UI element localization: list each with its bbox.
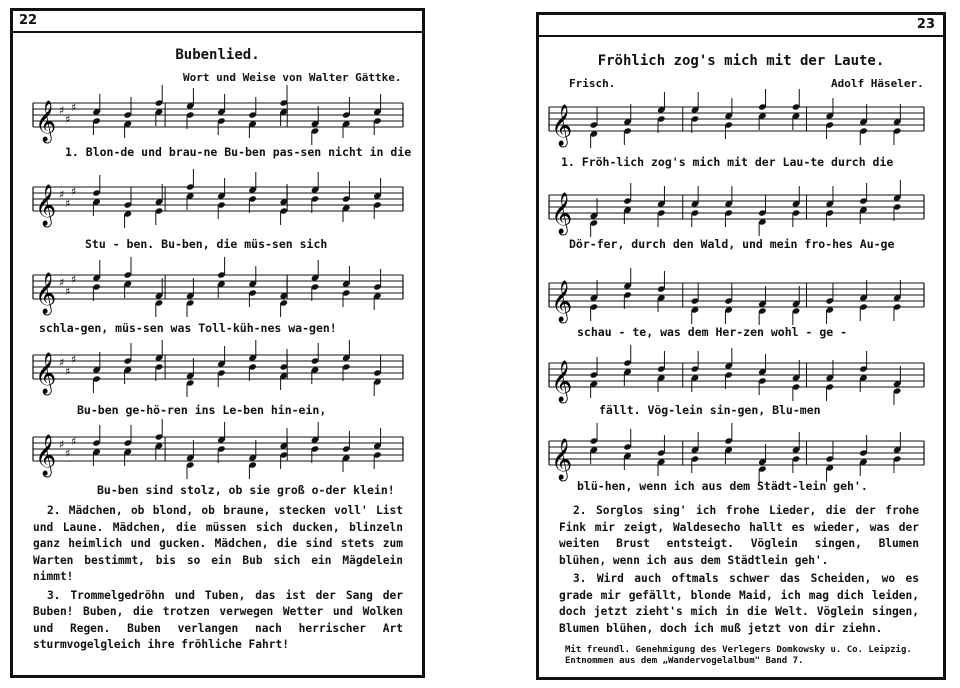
page-number-left: 22	[19, 13, 38, 28]
lyric-line-left-5: Bu-ben sind stolz, ob sie groß o-der klein!	[97, 483, 395, 497]
music-staff-right-5	[549, 427, 924, 487]
svg-text:♯: ♯	[59, 104, 65, 117]
lyric-line-right-5: blü-hen, wenn ich aus dem Städt-lein geh'.	[577, 479, 868, 493]
lyric-line-left-2: Stu - ben. Bu-ben, die müs-sen sich	[85, 237, 328, 251]
music-staff-right-4	[549, 349, 924, 409]
lyric-line-left-1: 1. Blon-de und brau-ne Bu-ben pas-sen nicht in die	[65, 145, 412, 159]
permission-footnote: Mit freundl. Genehmigung des Verlegers Domkowsky u. Co. Leipzig. Entnommen aus dem „Wandervogelalbum" Band 7.	[565, 645, 912, 666]
song-title-left: Bubenlied.	[175, 47, 260, 63]
music-staff-right-3	[549, 269, 924, 329]
svg-text:♯: ♯	[71, 185, 77, 198]
lyric-line-right-2: Dör-fer, durch den Wald, und mein fro-hes Au-ge	[569, 237, 895, 251]
treble-clef-icon: 𝄞	[551, 193, 573, 234]
treble-clef-icon: 𝄞	[551, 281, 573, 322]
music-staff-left-2	[33, 173, 403, 233]
svg-text:♯: ♯	[71, 435, 77, 448]
treble-clef-icon: 𝄞	[551, 439, 573, 480]
svg-text:♯: ♯	[65, 365, 71, 378]
lyric-line-left-3: schla-gen, müs-sen was Toll-küh-nes wa-gen!	[39, 321, 337, 335]
treble-clef-icon: 𝄞	[35, 101, 57, 142]
music-staff-left-1	[33, 89, 403, 149]
svg-text:♯: ♯	[65, 113, 71, 126]
verse-2-right: 2. Sorglos sing' ich frohe Lieder, die der frohe Fink mir zeigt, Waldesecho hallt es wieder, was der weiten Brust entsteigt. Vöglein singen, Blumen blühen, wenn ich aus dem Städtlein geh'.	[559, 504, 919, 567]
treble-clef-icon: 𝄞	[35, 353, 57, 394]
treble-clef-icon: 𝄞	[551, 105, 573, 146]
song-credit-left: Wort und Weise von Walter Gättke.	[183, 71, 402, 84]
treble-clef-icon: 𝄞	[35, 273, 57, 314]
verses-right	[559, 503, 919, 639]
lyric-line-right-3: schau - te, was dem Her-zen wohl - ge -	[577, 325, 848, 339]
svg-text:♯: ♯	[65, 447, 71, 460]
tempo-marking: Frisch.	[569, 77, 616, 90]
left-page	[10, 8, 425, 678]
verse-3-right: 3. Wird auch oftmals schwer das Scheiden, wo es grade mir gefällt, blonde Maid, ich mag dich leiden, doch jetzt zieht's mich in die Welt. Vöglein singen, Blumen blühen, doch ich muß jetzt von dir ziehn.	[559, 572, 919, 635]
svg-text:♯: ♯	[65, 197, 71, 210]
music-staff-left-5	[33, 423, 403, 483]
svg-text:♯: ♯	[65, 285, 71, 298]
music-staff-right-1	[549, 93, 924, 153]
header-rule	[13, 31, 422, 33]
treble-clef-icon: 𝄞	[35, 435, 57, 476]
verses-left	[33, 503, 403, 656]
verse-3-left: 3. Trommelgedröhn und Tuben, das ist der Sang der Buben! Buben, die trotzen verwegen Wetter und Wolken und Regen. Buben verlangen nach herrischer Art sturmvogelgleich ihre fröhliche Fahrt!	[33, 588, 403, 651]
svg-text:♯: ♯	[59, 188, 65, 201]
lyric-line-right-4: fällt. Vög-lein sin-gen, Blu-men	[599, 403, 821, 417]
treble-clef-icon: 𝄞	[551, 361, 573, 402]
song-title-right: Fröhlich zog's mich mit der Laute.	[597, 53, 885, 69]
composer-credit: Adolf Häseler.	[831, 77, 924, 90]
lyric-line-left-4: Bu-ben ge-hö-ren ins Le-ben hin-ein,	[77, 403, 327, 417]
verse-2-left: 2. Mädchen, ob blond, ob braune, stecken voll' List und Laune. Mädchen, die müssen sich ducken, blinzeln ganz heimlich und gucken. Mädchen, die sind stets zum Warten bestimmt, bis so ein Bub sich ein Mägdelein nimmt!	[33, 504, 403, 583]
music-staff-left-3	[33, 261, 403, 321]
svg-text:♯: ♯	[71, 353, 77, 366]
treble-clef-icon: 𝄞	[35, 185, 57, 226]
lyric-line-right-1: 1. Fröh-lich zog's mich mit der Lau-te durch die	[561, 155, 894, 169]
svg-text:♯: ♯	[71, 101, 77, 114]
svg-text:♯: ♯	[71, 273, 77, 286]
page-number-right: 23	[916, 17, 935, 32]
right-page	[536, 12, 946, 680]
svg-text:♯: ♯	[59, 438, 65, 451]
svg-text:♯: ♯	[59, 356, 65, 369]
music-staff-left-4	[33, 341, 403, 401]
music-staff-right-2	[549, 181, 924, 241]
svg-text:♯: ♯	[59, 276, 65, 289]
header-rule	[539, 35, 943, 37]
